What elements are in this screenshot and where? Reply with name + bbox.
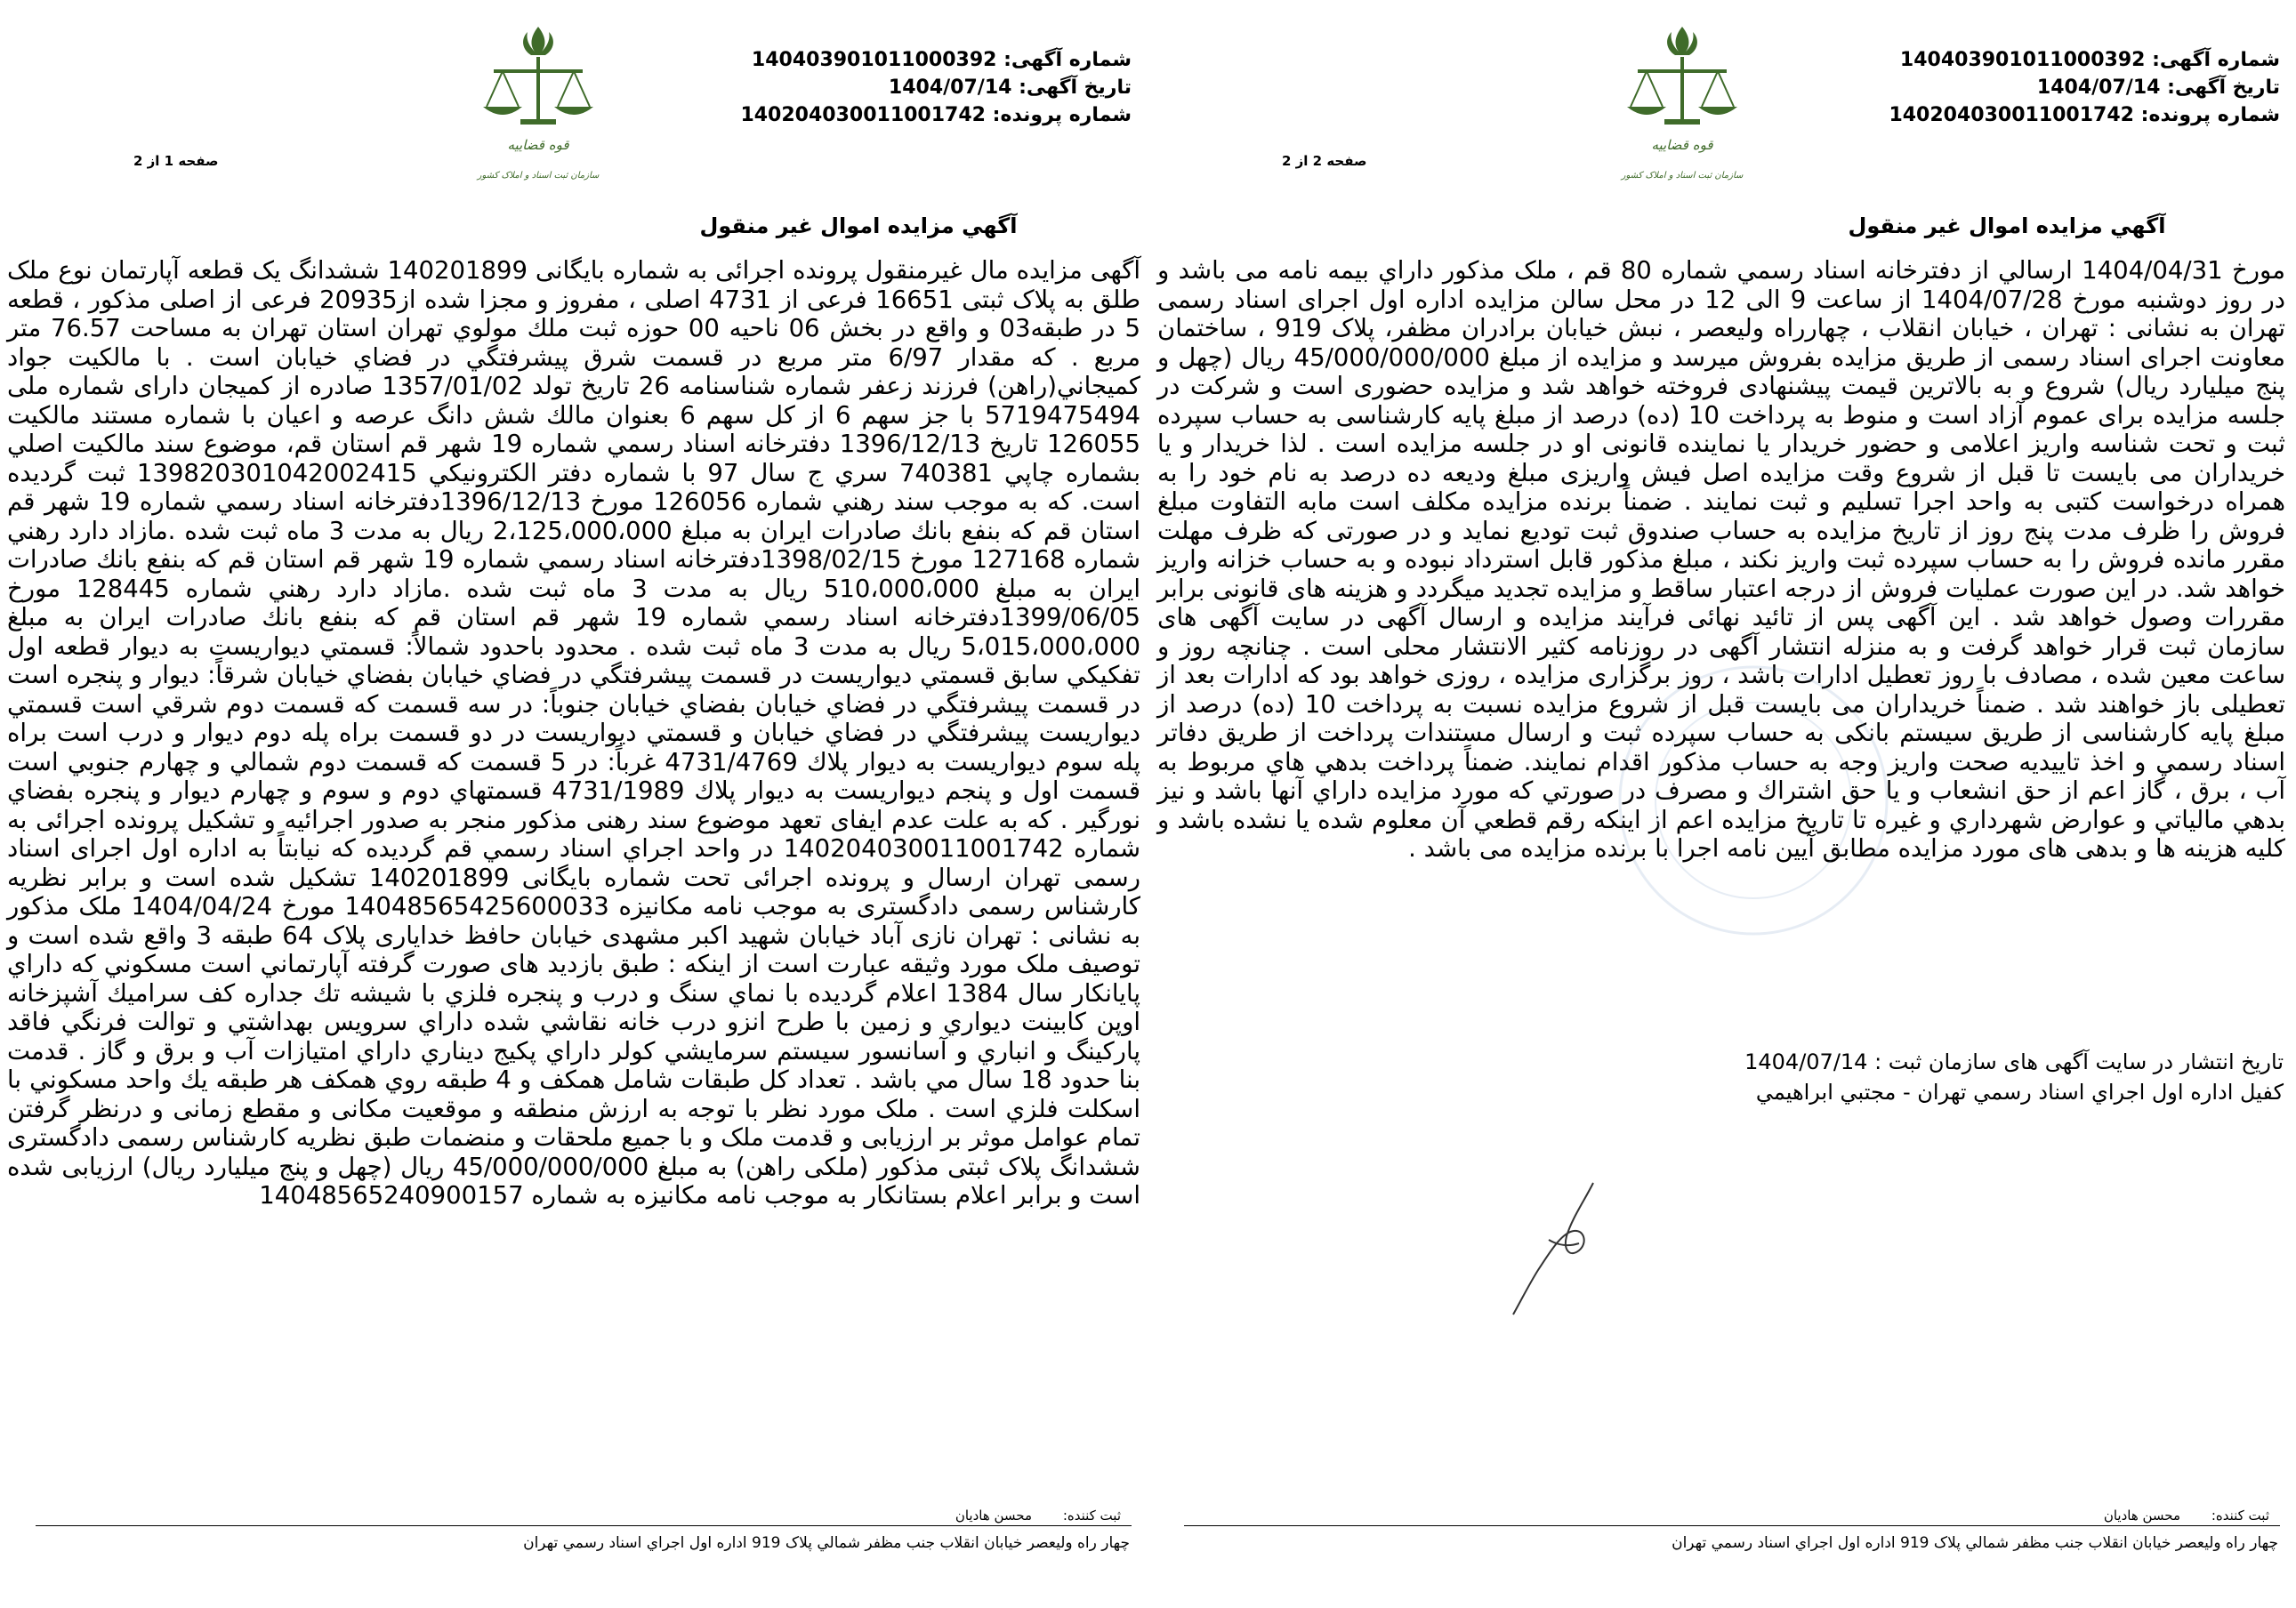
ad-date-row: تاریخ آگهی: 1404/07/14 (888, 76, 1132, 99)
ad-number-row: شماره آگهی: 140403901011000392 (751, 49, 1132, 71)
page-2 (1148, 0, 2296, 1608)
registrar-label: ثبت کننده: (1062, 1508, 1121, 1524)
svg-text:سازمان ثبت اسناد و املاک کشور: سازمان ثبت اسناد و املاک کشور (1621, 171, 1744, 181)
svg-text:قوه قضاییه: قوه قضاییه (1651, 137, 1713, 153)
judiciary-emblem-icon (1611, 18, 1753, 196)
svg-text:قوه قضاییه: قوه قضاییه (507, 137, 569, 153)
file-number-row: شماره پرونده: 140204030011001742 (740, 104, 1132, 126)
ad-meta (1889, 46, 2280, 129)
registrar-name: محسن هاديان (2103, 1508, 2181, 1524)
file-number-row: شماره پرونده: 140204030011001742 (1889, 104, 2280, 126)
footer-address: چهار راه وليعصر خيابان انقلاب جنب مظفر شمالي پلاک 919 اداره اول اجراي اسناد رسمي تهران (1672, 1534, 2278, 1552)
registrar (2077, 1508, 2269, 1524)
signatory-line: كفيل اداره اول اجراي اسناد رسمي تهران - مجتبي ابراهيمي (1755, 1080, 2284, 1105)
registrar-label: ثبت کننده: (2211, 1508, 2269, 1524)
ad-meta (740, 46, 1132, 129)
page-indicator: صفحه 2 از 2 (1282, 153, 1367, 169)
page-indicator: صفحه 1 از 2 (133, 153, 219, 169)
footer-divider (36, 1525, 1132, 1526)
auction-body-text: مورخ 1404/04/31 ارسالي از دفترخانه اسناد رسمي شماره 80 قم ، ملک مذکور داراي بيمه نامه مى باشد و در روز دوشنبه مورخ 1404/07/28 از ساعت 9 الی 12 در محل سالن مزایده اداره اول اجرای اسناد رسمی تهران به نشانی : تهران ، خیابان انقلاب ، چهارراه ولیعصر ، نبش خیابان برادران مظفر، پلاک 919 ، ساختمان معاونت اجرای اسناد رسمی از طریق مزایده بفروش میرسد و مزایده از مبلغ 45/000/000/000 ریال (چهل و پنج میلیارد ریال) شروع و به بالاترین قیمت پیشنهادی فروخته خواهد شد و مزایده حضوری است و شرکت در جلسه مزایده برای عموم آزاد است و منوط به پرداخت 10 (ده) درصد از مبلغ پایه کارشناسی به حساب سپرده ثبت و تحت شناسه واریز اعلامی و حضور خریدار یا نماینده قانونی او در جلسه مزایده است . لذا خریدار و یا خریداران می بایست تا قبل از شروع وقت مزایده اصل فیش واریزی مبلغ ودیعه ده درصد به نام خود را به همراه درخواست کتبی به واحد اجرا تسلیم و ثبت نمایند . ضمناً برنده مزایده مکلف است مابه التفاوت مبلغ فروش را ظرف مدت پنج روز از تاریخ مزایده به حساب صندوق ثبت تودیع نماید و در صورتی که ظرف مهلت مقرر مانده فروش را به حساب سپرده ثبت واریز نکند ، مبلغ مذکور قابل استرداد نبوده و به حساب خزانه واریز خواهد شد. در این صورت عملیات فروش از درجه اعتبار ساقط و مزایده تجدید میگردد و هزینه های قانونی برابر مقررات وصول خواهد شد . این آگهی پس از تائید نهائی فرآیند مزایده و ارسال آگهی در سایت آگهی های سازمان ثبت قرار خواهد گرفت و به منزله انتشار آگهی در روزنامه کثیر الانتشار محلی است . چنانچه روز و ساعت معین شده ، مصادف با روز تعطیل ادارات باشد ، روز برگزاری مزایده ، روزی خواهد بود که ادارات بعد از تعطیلی باز خواهند شد . ضمناً خریداران می بایست قبل از شروع مزایده نسبت به پرداخت 10 (ده) درصد از مبلغ پایه کارشناسی از طریق سیستم بانکی به حساب سپرده ثبت و ارسال مستندات پرداخت از طریق دفاتر اسناد رسمي و اخذ تاييديه صحت واريز وجه به حساب مذكور اقدام نمايند. ضمناً پرداخت بدهي هاي مربوط به آب ، برق ، گاز اعم از حق انشعاب و يا حق اشتراك و مصرف در صورتي كه مورد مزايده داراي آنها باشد و نيز بدهي مالياتي و عوارض شهرداري و غيره تا تاريخ مزايده اعم از اينكه رقم قطعي آن معلوم شده يا نشده باشد و كليه هزينه ها و بدهی های مورد مزایده مطابق آیین نامه اجرا با برنده مزایده می باشد . (1157, 256, 2286, 863)
registrar-name: محسن هاديان (955, 1508, 1033, 1524)
footer-divider (1184, 1525, 2280, 1526)
registrar (929, 1508, 1121, 1524)
page-title: آگهي مزايده اموال غير منقول (699, 213, 1018, 238)
footer-address: چهار راه وليعصر خيابان انقلاب جنب مظفر شمالي پلاک 919 اداره اول اجراي اسناد رسمي تهران (523, 1534, 1130, 1552)
publish-date-line: تاریخ انتشار در سایت آگهی های سازمان ثبت : 1404/07/14 (1744, 1049, 2284, 1074)
svg-text:سازمان ثبت اسناد و املاک کشور: سازمان ثبت اسناد و املاک کشور (477, 171, 600, 181)
auction-body-text: آگهی مزایده مال غیرمنقول پرونده اجرائی به شماره بایگانی 140201899 ششدانگ یک قطعه آپارتمان نوع ملک طلق به پلاک ثبتی 16651 فرعی از 4731 اصلی ، مفروز و مجزا شده از20935 فرعی از اصلی مذکور ، قطعه 5 در طبقه03 و واقع در بخش 06 ناحیه 00 حوزه ثبت ملك مولوي تهران استان تهران به مساحت 76.57 متر مربع . كه مقدار 6/97 متر مربع در قسمت شرق پیشرفتگي در فضاي خيابان است . با مالکیت جواد كميجاني(راهن) فرزند زعفر شماره شناسنامه 26 تاريخ تولد 1357/01/02 صادره از کمیجان دارای شماره ملی 5719475494 با جز سهم 6 از كل سهم 6 بعنوان مالك شش دانگ عرصه و اعيان با شماره مستند مالکیت 126055 تاريخ 1396/12/13 دفترخانه اسناد رسمي شماره 19 شهر قم استان قم، موضوع سند مالكيت اصلي بشماره چاپي 740381 سري ج سال 97 با شماره دفتر الكترونيكي 139820301042002415 ثبت گرديده است. كه به موجب سند رهني شماره 126056 مورخ 1396/12/13دفترخانه اسناد رسمي شماره 19 شهر قم استان قم كه بنفع بانك صادرات ايران به مبلغ 2،125،000،000 ريال به مدت 3 ماه ثبت شده .مازاد دارد رهني شماره 127168 مورخ 1398/02/15دفترخانه اسناد رسمي شماره 19 شهر قم استان قم كه بنفع بانك صادرات ايران به مبلغ 510،000،000 ريال به مدت 3 ماه ثبت شده .مازاد دارد رهني شماره 128445 مورخ 1399/06/05دفترخانه اسناد رسمي شماره 19 شهر قم استان قم كه بنفع بانك صادرات ايران به مبلغ 5،015،000،000 ريال به مدت 3 ماه ثبت شده . محدود باحدود شمالاً: قسمتي ديواريست به ديوار قطعه اول تفكيكي سابق قسمتي ديواريست در قسمت پيشرفتگي در فضاي خيابان بفضاي خيابان شرقاً: ديوار و پنجره است در قسمت پيشرفتگي در فضاي خيابان بفضاي خيابان جنوباً: در سه قسمت كه قسمت دوم شرقي است قسمتي ديواريست پيشرفتگي در فضاي خيابان و قسمتي ديواريست در دو قسمت براه پله دوم ديوار و درب است براه پله سوم ديواريست به ديوار پلاك 4731/4769 غرباً: در 5 قسمت كه قسمت دوم شمالي و چهارم جنوبي است قسمت اول و پنجم ديواريست به ديوار پلاك 4731/1989 قسمتهاي دوم و سوم و چهارم ديوار و پنجره بفضاي نورگير . كه به علت عدم ايفاى تعهد موضوع سند رهنى مذكور منجر به صدور اجرائيه و تشكيل پرونده اجرائى به شماره 140204030011001742 در واحد اجراي اسناد رسمي قم گرديده كه نيابتاً به اداره اول اجراى اسناد رسمى تهران ارسال و پرونده اجرائى تحت شماره بايگانى 140201899 تشكيل شده است و برابر نظريه كارشناس رسمى دادگسترى به موجب نامه مكانيزه 14048565425600033 مورخ 1404/04/24 ملک مذکور به نشانی : تهران نازی آباد خیابان شهید اکبر مشهدی خیابان حافظ خدایاری پلاک 64 طبقه 3 واقع شده است و توصیف ملک مورد وثیقه عبارت است از اینکه : طبق بازدید های صورت گرفته آپارتماني است مسكوني كه داراي پايانكار سال 1384 اعلام گرديده با نماي سنگ و درب و پنجره فلزي با شيشه تك جداره كف سراميك آشپزخانه اوپن كابينت ديواري و زمين با طرح انزو درب خانه نقاشي شده داراي سرويس بهداشتي و توالت فرنگي فاقد پاركينگ و انباري و آسانسور سيستم سرمايشي كولر داراي پكيج ديناري داراي امتيازات آب و برق و گاز . قدمت بنا حدود 18 سال مي باشد . تعداد كل طبقات شامل همكف و 4 طبقه روي همكف هر طبقه يك واحد مسكوني با اسكلت فلزي است . ملک مورد نظر با توجه به ارزش منطقه و موقعیت مکانی و مقطع زمانی و درنظر گرفتن تمام عوامل موثر بر ارزيابى و قدمت ملک و با جميع ملحقات و منضمات طبق نظريه كارشناس رسمى دادگسترى ششدانگ پلاک ثبتی مذکور (ملکی راهن) به مبلغ 45/000/000/000 ریال (چهل و پنج میلیارد ریال) ارزیابی شده است و برابر اعلام بستانکار به موجب نامه مکانیزه به شماره 14048565240900157 (7, 256, 1141, 1210)
signature-icon (1486, 1165, 1629, 1343)
page-title: آگهي مزايده اموال غير منقول (1848, 213, 2166, 238)
ad-date-row: تاریخ آگهی: 1404/07/14 (2036, 76, 2280, 99)
judiciary-emblem-icon (467, 18, 609, 196)
ad-number-row: شماره آگهی: 140403901011000392 (1899, 49, 2280, 71)
